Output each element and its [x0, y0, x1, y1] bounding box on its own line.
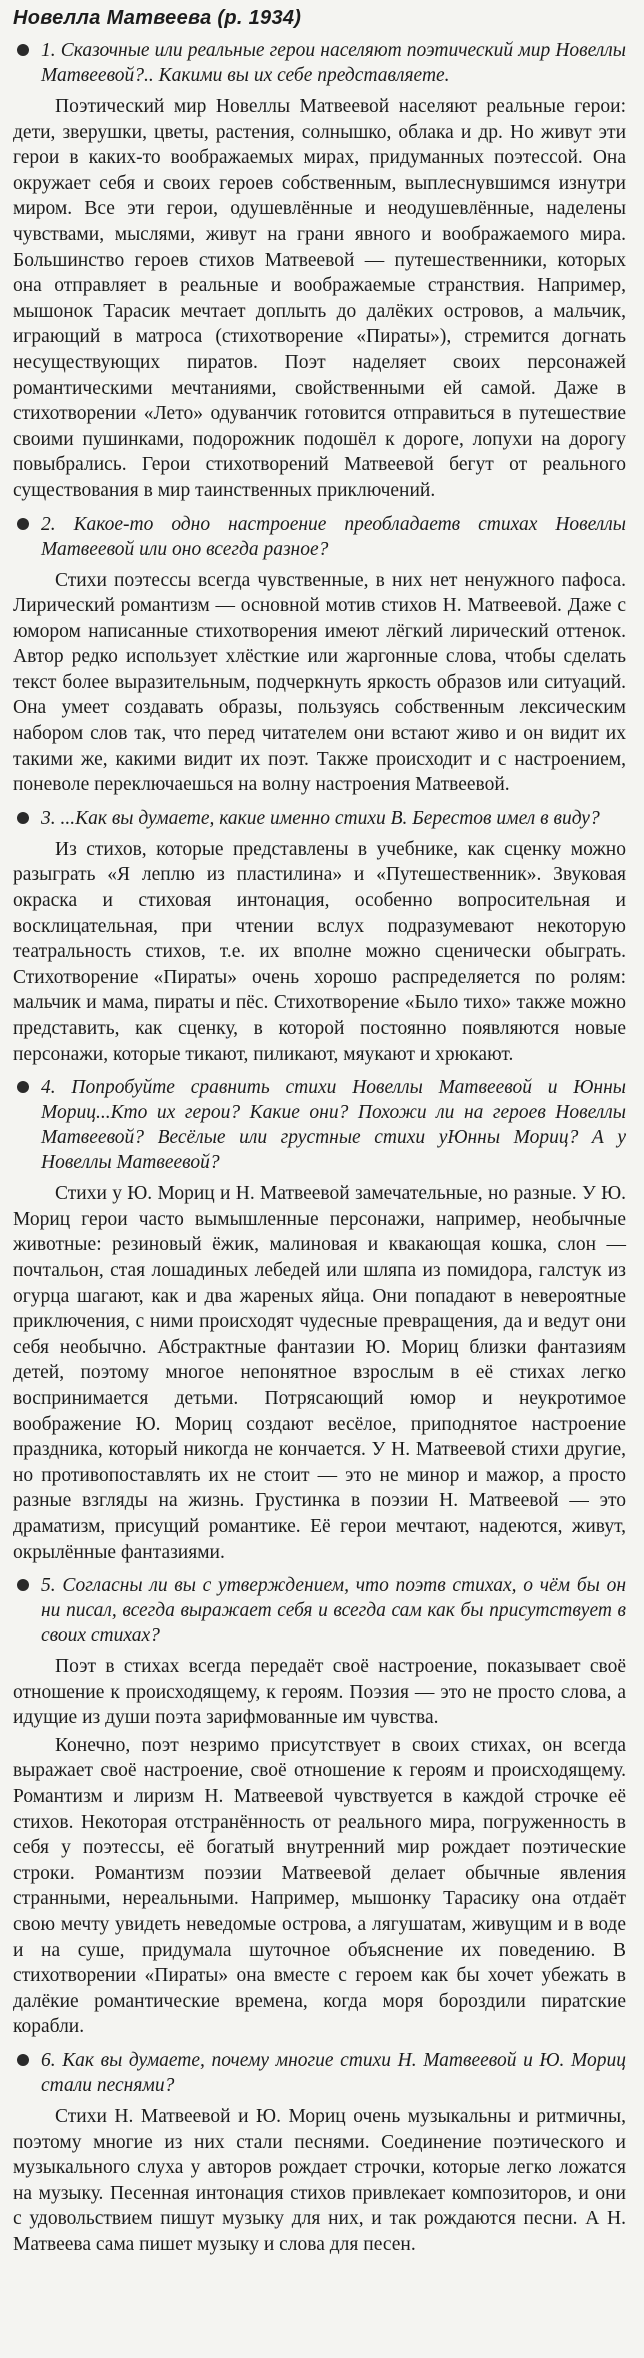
- answer-paragraph: Стихи поэтессы всегда чувственные, в них нет ненужного пафоса. Лирический романтизм — основной мотив стихов Н. Матвеевой. Даже с юмором написанные стихотворения имеют лёгкий лирический оттенок. Автор редко использует хлёсткие или жаргонные слова, чтобы сделать текст более выразительным, подчеркнуть яркость образов или ситуаций. Она умеет создавать образы, пользуясь собственным лексическим набором слов так, что перед читателем они встают живо и он видит их такими же, какими видит их поэт. Также происходит и с настроением, поневоле переключаешься на волну настроения Матвеевой.: [13, 569, 626, 796]
- question-text: 4. Попробуйте сравнить стихи Новеллы Матвеевой и Юнны Мориц...Кто их герои? Какие они? Похожи ли на героев Новеллы Матвеевой? Весёлые или грустные стихи уЮнны Мориц? А у Новеллы Матвеевой?: [41, 1077, 626, 1174]
- question-text: 5. Согласны ли вы с утверждением, что поэтв стихах, о чём бы он ни писал, всегда выражает себя и всегда сам как бы присутствует в своих стихах?: [41, 1575, 626, 1647]
- question-4: [13, 1075, 626, 1175]
- question-text: 2. Какое-то одно настроение преобладаетв стихах Новеллы Матвеевой или оно всегда разное?: [41, 513, 626, 560]
- question-text: 6. Как вы думаете, почему многие стихи Н. Матвеевой и Ю. Мориц стали песнями?: [41, 2050, 626, 2096]
- qa-section-5: [13, 1573, 626, 2040]
- question-5: [13, 1573, 626, 1648]
- question-2: [13, 512, 626, 562]
- bullet-icon: [17, 518, 29, 530]
- question-6: [13, 2048, 626, 2098]
- qa-section-2: [13, 512, 626, 798]
- bullet-icon: [17, 1081, 29, 1093]
- answer-paragraph: Поэт в стихах всегда передаёт своё настроение, показывает своё отношение к происходящему, к героям. Поэзия — это не просто слова, а идущие из души поэта зарифмованные им чувства.: [13, 1656, 626, 1729]
- qa-section-4: [13, 1075, 626, 1565]
- question-3: [13, 806, 626, 831]
- bullet-icon: [17, 1579, 29, 1591]
- answer-paragraph: Стихи у Ю. Мориц и Н. Матвеевой замечательные, но разные. У Ю. Мориц герои часто вымышленные персонажи, например, необычные животные: резиновый ёжик, малиновая и квакающая кошка, слон — почтальон, стая лошадиных лебедей или шляпа из помидора, галстук из огурца шагают, как и два жареных яйца. Они попадают в невероятные приключения, с ними происходят чудесные превращения, да и ведут они себя необычно. Абстрактные фантазии Ю. Мориц близки фантазиям детей, поэтому многое непонятное взрослым в её стихах легко воспринимается детьми. Потрясающий юмор и неукротимое воображение Ю. Мориц создают весёлое, приподнятое настроение праздника, который никогда не кончается. У Н. Матвеевой стихи другие, но противопоставлять их не стоит — это не минор и мажор, а просто разные взгляды на жизнь. Грустинка в поэзии Н. Матвеевой — это драматизм, присущий романтике. Её герои мечтают, надеются, живут, окрылённые фантазиями.: [13, 1183, 626, 1563]
- qa-section-6: [13, 2048, 626, 2258]
- question-text: 3. ...Как вы думаете, какие именно стихи В. Берестов имел в виду?: [41, 807, 600, 829]
- qa-section-1: [13, 38, 626, 504]
- bullet-icon: [17, 44, 29, 56]
- qa-section-3: [13, 806, 626, 1067]
- answer-paragraph: Конечно, поэт незримо присутствует в своих стихах, он всегда выражает своё настроение, своё отношение к героям и происходящему. Романтизм и лиризм Н. Матвеевой чувствуется в каждой строчке её стихов. Некоторая отстранённость от реального мира, погруженность в себя у поэтессы, её богатый внутренний мир рождает поэтические строки. Романтизм поэзии Матвеевой делает обычные явления странными, нереальными. Например, мышонку Тарасику она отдаёт свою мечту увидеть неведомые острова, а лягушатам, живущим и в воде и на суше, придумала шуточное объяснение их поведению. В стихотворении «Пираты» она вместе с героем как бы хочет убежать в далёкие романтические времена, когда моря бороздили пиратские корабли.: [13, 1734, 626, 2038]
- bullet-icon: [17, 812, 29, 824]
- answer-paragraph: Стихи Н. Матвеевой и Ю. Мориц очень музыкальны и ритмичны, поэтому многие из них стали песнями. Соединение поэтического и музыкального слуха у авторов рождает строчки, которые легко ложатся на музыку. Песенная интонация стихов привлекает композиторов, и они с удовольствием пишут музыку для них, и так рождаются песни. А Н. Матвеева сама пишет музыку и слова для песен.: [13, 2106, 626, 2255]
- answer-paragraph: Из стихов, которые представлены в учебнике, как сценку можно разыграть «Я леплю из пластилина» и «Путешественник». Звуковая окраска и стиховая интонация, особенно вопросительная и восклицательная, при чтении вслух подразумевают некоторую театральность стихов, т.е. их вполне можно сценически обыграть. Стихотворение «Пираты» очень хорошо распределяется по ролям: мальчик и мама, пираты и пёс. Стихотворение «Было тихо» также можно представить, как сценку, в которой постоянно появляются новые персонажи, которые тикают, пиликают, мяукают и хрюкают.: [13, 838, 626, 1065]
- question-1: [13, 38, 626, 88]
- page-title: Новелла Матвеева (р. 1934): [13, 7, 302, 29]
- question-text: 1. Сказочные или реальные герои населяют поэтический мир Новеллы Матвеевой?.. Какими вы их себе представляете.: [41, 40, 626, 86]
- bullet-icon: [17, 2054, 29, 2066]
- answer-paragraph: Поэтический мир Новеллы Матвеевой населяют реальные герои: дети, зверушки, цветы, растения, солнышко, облака и др. Но живут эти герои в каких-то воображаемых мирах, придуманных поэтессой. Она окружает себя и своих героев собственным, выплеснувшимся изнутри миром. Все эти герои, одушевлённые и неодушевлённые, наделены чувствами, мыслями, живут на грани явного и воображаемого мира. Большинство героев стихов Матвеевой — путешественники, которых она отправляет в реальные и воображаемые странствия. Например, мышонок Тарасик мечтает доплыть до далёких островов, а мальчик, играющий в матроса (стихотворение «Пираты»), стремится догнать несуществующих пиратов. Поэт наделяет своих персонажей романтическими мечтаниями, свойственными ей самой. Даже в стихотворении «Лето» одуванчик готовится отправиться в путешествие своими пушинками, подорожник подошёл к дороге, лопухи на дорогу повыбрались. Герои стихотворений Матвеевой бегут от реального существования в мир таинственных приключений.: [13, 96, 626, 501]
